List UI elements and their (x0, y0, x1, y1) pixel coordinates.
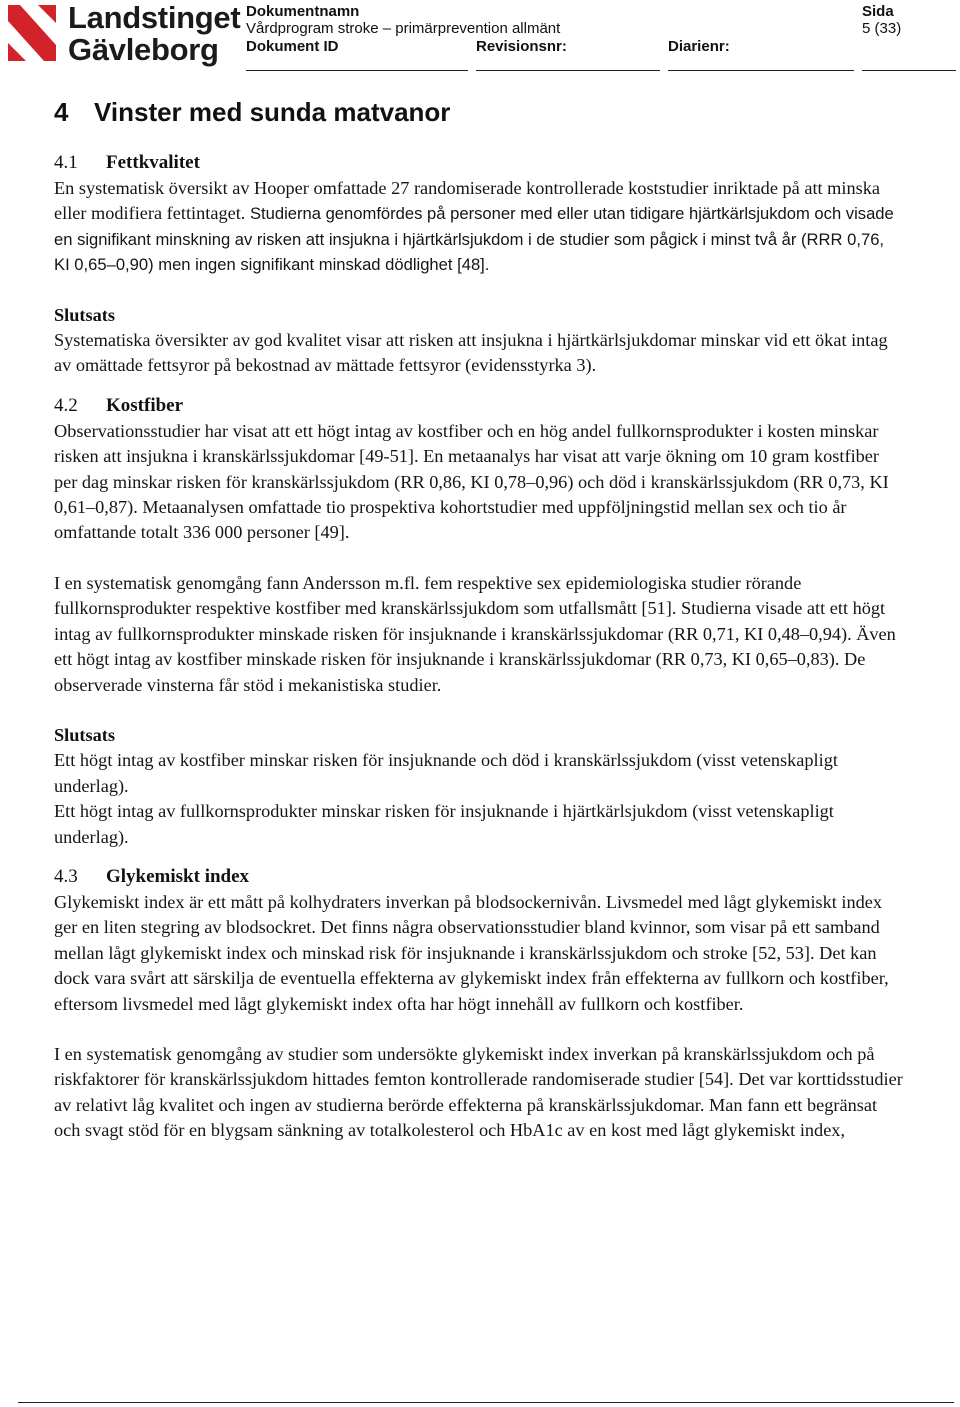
page-label: Sida (862, 3, 894, 20)
section-title: Vinster med sunda matvanor (94, 97, 451, 127)
subsection-title: Glykemiskt index (106, 865, 250, 887)
conclusion-text: Ett högt intag av kostfiber minskar risken för insjuknande och död i kranskärlssjukdom (visst vetenskapligt underlag). (54, 750, 838, 796)
logo-mark-icon (8, 5, 58, 61)
header-rule (862, 70, 956, 71)
header-rule (246, 70, 468, 71)
paragraph-text: Studierna genomfördes på personer med eller utan tidigare hjärtkärlsjukdom och visade en signifikant minskning av risken att insjukna i hjärtkärlsjukdom i de studier som pågick i minst två år (RRR 0,76, KI 0,65–0,90) men ingen signifikant minskad dödlighet [48]. (54, 204, 894, 275)
paragraph: I en systematisk genomgång fann Andersson m.fl. fem respektive sex epidemiologiska studier rörande fullkornsprodukter respektive kostfiber med kranskärlssjukdom som utfallsmått [51]. Studierna visade att ett högt intag av fullkornsprodukter minskade risken för insjuknande i kranskärlssjukdomar (RR 0,71, KI 0,48–0,94). Även ett högt intag av kostfiber minskade risken för insjuknande i kranskärlssjukdomar (RR 0,73, KI 0,65–0,83). De observerade vinsterna får stöd i mekanistiska studier. (54, 572, 896, 695)
doc-id-label: Dokument ID (246, 38, 339, 55)
paragraph: Glykemiskt index är ett mått på kolhydraters inverkan på blodsockernivån. Livsmedel med lågt glykemiskt index ger en liten stegring av blodsockret. Det finns några observationsstudier bland kvinnor, som visar på ett samband mellan lågt glykemiskt index och minskad risk för insjuknande i kranskärlssjukdom och stroke [52, 53]. Det kan dock vara svårt att särskilja de eventuella effekterna av glykemiskt index från effekterna av fullkorn och kostfiber, eftersom livsmedel med lågt glykemiskt index ofta har högt innehåll av fullkorn och kostfiber. (54, 891, 889, 1014)
subsection-title: Kostfiber (106, 394, 184, 416)
subsection-title: Fettkvalitet (106, 152, 200, 173)
subsection-number: 4.2 (54, 394, 78, 416)
subsection-number: 4.1 (54, 152, 78, 173)
paragraph: I en systematisk genomgång av studier som undersökte glykemiskt index inverkan på kranskärlssjukdom och på riskfaktorer för kranskärlssjukdom hittades femton kontrollerade randomiserade studier [54]. Det var korttidsstudier av relativt låg kvalitet och ingen av studierna berörde effekterna på kranskärlssjukdomar. Man fann ett begränsat och svagt stöd för en blygsam sänkning av totalkolesterol och HbA1c av en kost med lågt glykemiskt index, (54, 1043, 903, 1141)
subsection-heading (54, 393, 904, 419)
paragraph: Observationsstudier har visat att ett högt intag av kostfiber och en hög andel fullkornsprodukter i kosten minskar risken att insjukna i kranskärlssjukdomar [49-51]. En metaanalys har visat att varje ökning om 10 gram kostfiber per dag minskar risken för kranskärlssjukdom (RR 0,86, KI 0,78–0,96) och död i kranskärlssjukdom (RR 0,73, KI 0,61–0,87). Metaanalysen omfattade tio prospektiva kohortstudier med uppföljningstid mellan sex och tio år omfattande totalt 336 000 personer [49]. (54, 420, 889, 543)
revision-label: Revisionsnr: (476, 38, 567, 55)
logo-line-2: Gävleborg (68, 32, 219, 67)
header-rule (668, 70, 854, 71)
subsection-heading (54, 150, 904, 176)
subsection-heading (54, 864, 904, 890)
footer-rule (18, 1402, 954, 1403)
logo-line-1: Landstinget (68, 0, 241, 35)
page-header (0, 0, 960, 72)
conclusion-label: Slutsats (54, 724, 115, 745)
doc-name-value: Vårdprogram stroke – primärprevention allmänt (246, 20, 561, 37)
page-number: 5 (33) (862, 20, 902, 37)
paragraph-text: En systematisk översikt av Hooper omfattade 27 randomiserade kontrollerade koststudier inriktade på att minska eller modifiera fettintaget. (54, 178, 880, 224)
paragraph (54, 176, 904, 278)
section-heading (54, 96, 904, 128)
conclusion-label: Slutsats (54, 304, 115, 325)
diary-label: Diarienr: (668, 38, 730, 55)
logo (8, 0, 241, 68)
subsection-number: 4.3 (54, 865, 78, 887)
section-number: 4 (54, 97, 69, 127)
header-rule (476, 70, 660, 71)
conclusion-text: Ett högt intag av fullkornsprodukter minskar risken för insjuknande i hjärtkärlsjukdom (visst vetenskapligt underlag). (54, 801, 834, 847)
logo-wordmark (68, 2, 240, 68)
page-body (54, 96, 904, 1144)
conclusion-text: Systematiska översikter av god kvalitet visar att risken att insjukna i hjärtkärlsjukdomar minskar vid ett ökat intag av omättade fettsyror på bekostnad av mättade fettsyror (evidensstyrka 3). (54, 330, 888, 376)
doc-name-label: Dokumentnamn (246, 3, 360, 20)
